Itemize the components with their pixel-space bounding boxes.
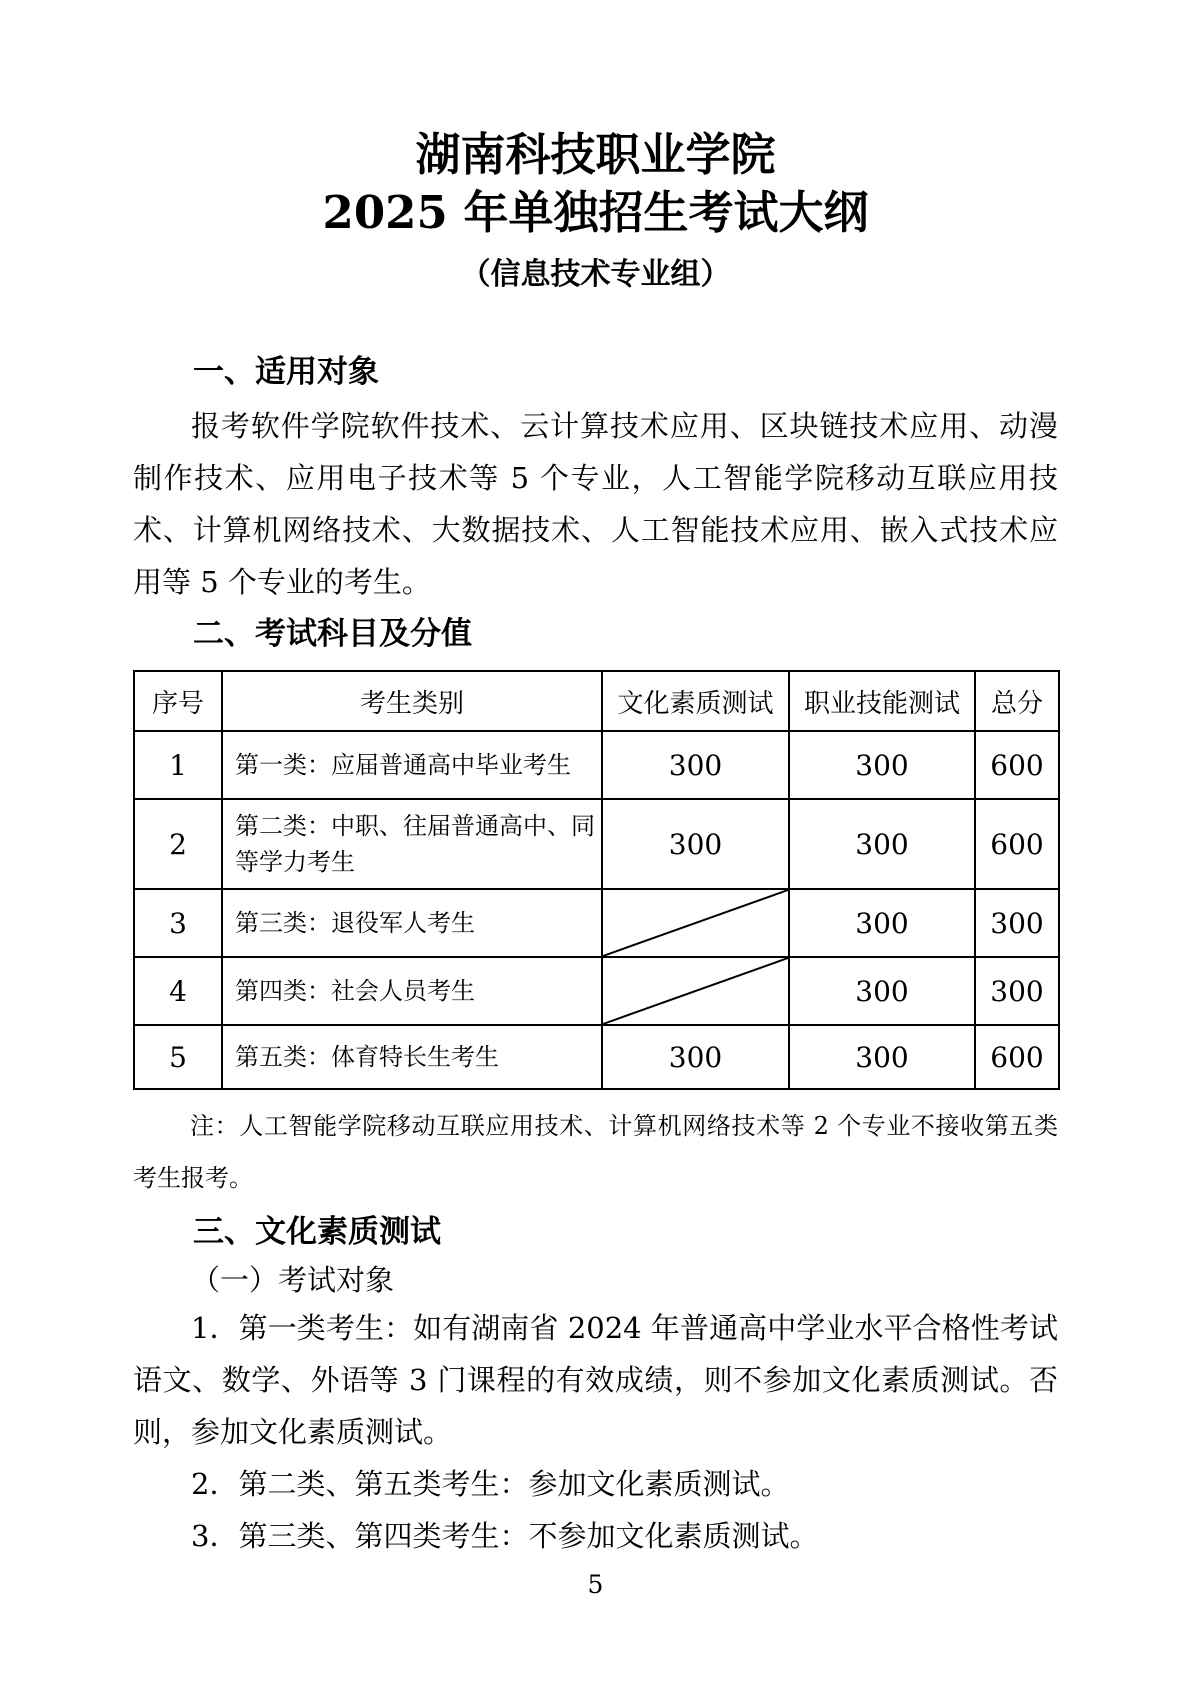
section-1-heading: 一、适用对象 [193,354,379,390]
header-cell-no: 序号 [134,671,222,731]
diagonal-slash-icon [603,958,788,1024]
row-1-total-score [975,731,1059,799]
row-5-culture-text: 300 [668,1040,723,1074]
row-1-no [134,731,222,799]
row-2-culture-score [602,799,789,889]
table-row-3 [134,889,1059,957]
section-3-heading: 三、文化素质测试 [193,1214,441,1250]
row-1-skill-score [789,731,975,799]
row-2-total-score [975,799,1059,889]
table-row-5 [134,1025,1059,1089]
row-5-no [134,1025,222,1089]
row-3-total-score [975,889,1059,957]
section-3-item-3: 3．第三类、第四类考生：不参加文化素质测试。 [191,1519,819,1553]
row-5-no-text: 5 [169,1040,187,1074]
scores-table [133,670,1060,1090]
diagonal-slash-icon [603,890,788,956]
doc-subtitle: （信息技术专业组） [460,257,731,292]
doc-title-line2: 2025 年单独招生考试大纲 [322,186,869,239]
row-3-skill-text: 300 [855,906,909,940]
table-note: 注：人工智能学院移动互联应用技术、计算机网络技术等 2 个专业不接收第五类考生报考。 [133,1112,1058,1192]
page-content [133,0,1058,1562]
header-cell-total: 总分 [975,671,1059,731]
row-4-culture-score [602,957,789,1025]
row-3-skill-score [789,889,975,957]
row-4-category-text: 第四类：社会人员考生 [235,977,475,1005]
row-1-no-text: 1 [169,748,187,782]
header-cell-skill-test: 职业技能测试 [789,671,975,731]
row-3-category [222,889,602,957]
row-2-skill-text: 300 [855,827,909,861]
row-1-skill-text: 300 [855,748,909,782]
row-4-total-score [975,957,1059,1025]
row-2-total-text: 600 [990,827,1044,861]
row-5-category [222,1025,602,1089]
row-5-total-text: 600 [990,1040,1044,1074]
row-5-skill-text: 300 [855,1040,909,1074]
header-cell-category: 考生类别 [222,671,602,731]
section-3-item-2: 2．第二类、第五类考生：参加文化素质测试。 [191,1467,790,1501]
row-1-category-text: 第一类：应届普通高中毕业考生 [235,751,571,779]
row-2-skill-score [789,799,975,889]
row-5-total-score [975,1025,1059,1089]
row-4-no [134,957,222,1025]
table-row-1 [134,731,1059,799]
header-cell-culture-test: 文化素质测试 [602,671,789,731]
row-3-no [134,889,222,957]
row-1-category [222,731,602,799]
table-row-4 [134,957,1059,1025]
section-3-subheading: （一）考试对象 [191,1263,395,1297]
row-2-culture-text: 300 [668,827,723,861]
row-4-skill-text: 300 [855,974,909,1008]
row-4-category [222,957,602,1025]
row-3-no-text: 3 [169,906,187,940]
section-3-item-1: 1．第一类考生：如有湖南省 2024 年普通高中学业水平合格性考试语文、数学、外语等 3 门课程的有效成绩，则不参加文化素质测试。否则，参加文化素质测试。 [133,1311,1058,1449]
row-2-no [134,799,222,889]
row-3-category-text: 第三类：退役军人考生 [235,909,475,937]
row-3-culture-score [602,889,789,957]
row-2-category [222,799,602,889]
row-5-category-text: 第五类：体育特长生考生 [235,1043,499,1071]
row-3-total-text: 300 [990,906,1044,940]
row-1-total-text: 600 [990,748,1044,782]
row-1-culture-score [602,731,789,799]
row-1-culture-text: 300 [668,748,723,782]
table-header-row [134,671,1059,731]
row-4-skill-score [789,957,975,1025]
row-4-no-text: 4 [169,974,187,1008]
page-number: 5 [587,1570,604,1599]
section-1-paragraph: 报考软件学院软件技术、云计算技术应用、区块链技术应用、动漫制作技术、应用电子技术等 5 个专业，人工智能学院移动互联应用技术、计算机网络技术、大数据技术、人工智能技术应用、嵌入式技术应用等 5 个专业的考生。 [133,409,1058,599]
row-5-culture-score [602,1025,789,1089]
row-2-category-text: 第二类：中职、往届普通高中、同等学力考生 [235,812,595,876]
section-2-heading: 二、考试科目及分值 [193,616,472,652]
row-2-no-text: 2 [169,827,187,861]
doc-title-line1: 湖南科技职业学院 [415,128,776,181]
table-row-2 [134,799,1059,889]
row-4-total-text: 300 [990,974,1044,1008]
row-5-skill-score [789,1025,975,1089]
